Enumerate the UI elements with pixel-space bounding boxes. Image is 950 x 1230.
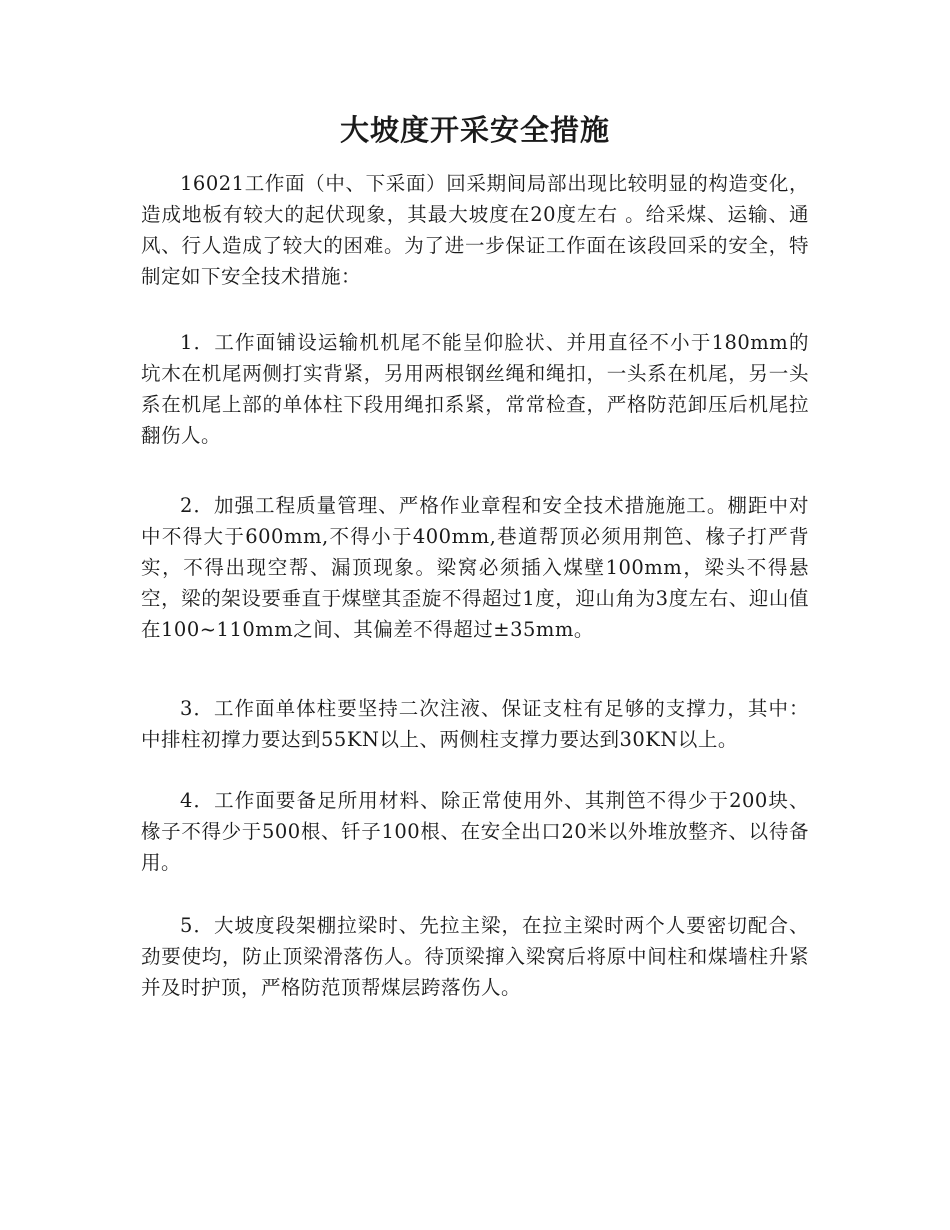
measure-item-1: 1．工作面铺设运输机机尾不能呈仰脸状、并用直径不小于180mm的坑木在机尾两侧打实背紧，另用两根钢丝绳和绳扣，一头系在机尾，另一头系在机尾上部的单体柱下段用绳扣系紧，常常检查，严格防范卸压后机尾拉翻伤人。 (141, 331, 809, 447)
measure-item-2: 2．加强工程质量管理、严格作业章程和安全技术措施施工。棚距中对中不得大于600mm,不得小于400mm,巷道帮顶必须用荆笆、椽子打严背实，不得出现空帮、漏顶现象。梁窝必须插入煤壁100mm，梁头不得悬空，梁的架设要垂直于煤壁其歪旋不得超过1度，迎山角为3度左右、迎山值在100~110mm之间、其偏差不得超过±35mm。 (141, 494, 809, 641)
measure-item-5: 5．大坡度段架棚拉梁时、先拉主梁，在拉主梁时两个人要密切配合、劲要使均，防止顶梁滑落伤人。待顶梁撺入梁窝后将原中间柱和煤墙柱升紧并及时护顶，严格防范顶帮煤层跨落伤人。 (141, 914, 809, 999)
document-title: 大坡度开采安全措施 (339, 113, 610, 147)
measure-item-4: 4．工作面要备足所用材料、除正常使用外、其荆笆不得少于200块、椽子不得少于500根、钎子100根、在安全出口20米以外堆放整齐、以待备用。 (141, 789, 809, 874)
measure-item-3: 3．工作面单体柱要坚持二次注液、保证支柱有足够的支撑力，其中：中排柱初撑力要达到55KN以上、两侧柱支撑力要达到30KN以上。 (141, 697, 809, 751)
intro-paragraph: 16021工作面（中、下采面）回采期间局部出现比较明显的构造变化，造成地板有较大的起伏现象，其最大坡度在20度左右 。给采煤、运输、通风、行人造成了较大的困难。为了进一步保证工作面在该段回采的安全，特制定如下安全技术措施： (141, 172, 809, 288)
